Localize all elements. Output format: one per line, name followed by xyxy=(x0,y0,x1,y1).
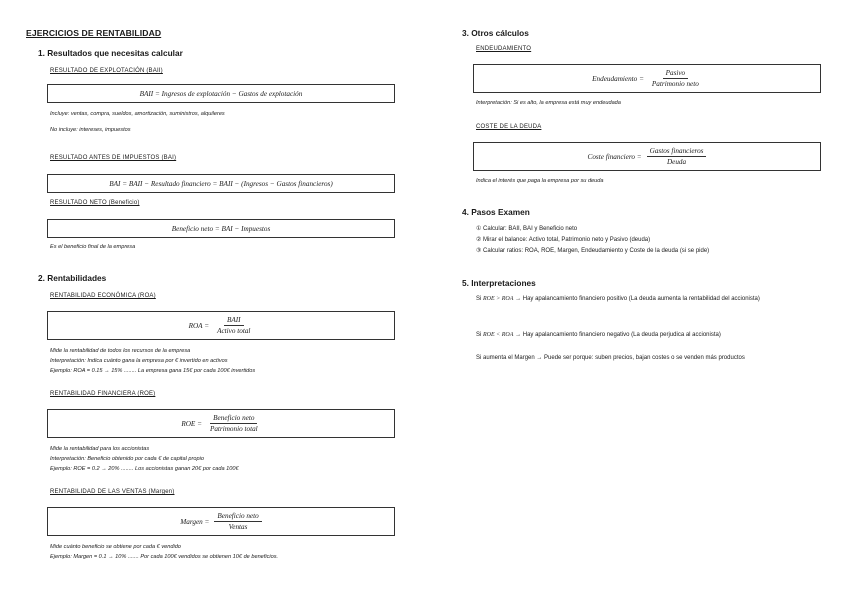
roa-note-2: Interpretación: Indica cuánto gana la empresa por € invertido en activos xyxy=(50,358,228,364)
coste-deuda-lhs: Coste financiero = xyxy=(587,152,642,161)
endeudamiento-denominator: Patrimonio neto xyxy=(651,80,699,88)
roe-note-2: Interpretación: Beneficio obtenido por cada € de capital propio xyxy=(50,456,204,462)
roe-denominator: Patrimonio total xyxy=(209,425,258,433)
roa-label: RENTABILIDAD ECONÓMICA (ROA) xyxy=(50,293,156,299)
roa-fraction xyxy=(214,316,253,335)
interpretation-3: Si aumenta el Margen → Puede ser porque: suben precios, bajan costes o se venden más productos xyxy=(476,355,745,361)
bait-formula: BAII = Ingresos de explotación − Gastos de explotación xyxy=(139,89,303,98)
interpretation-1 xyxy=(476,294,822,304)
section-5-heading: 5. Interpretaciones xyxy=(462,278,536,288)
page-title: EJERCICIOS DE RENTABILIDAD xyxy=(26,28,162,38)
coste-deuda-numerator: Gastos financieros xyxy=(647,147,707,157)
roe-numerator: Beneficio neto xyxy=(210,414,257,424)
bai-label: RESULTADO ANTES DE IMPUESTOS (BAI) xyxy=(50,155,177,161)
margen-fraction xyxy=(214,512,261,531)
margen-note-1: Mide cuánto beneficio se obtiene por cada € vendido xyxy=(50,544,181,550)
interpretation-2-pre: Si xyxy=(476,332,482,338)
roe-formula-box xyxy=(47,409,395,438)
margen-lhs: Margen = xyxy=(180,517,210,526)
roa-lhs: ROA = xyxy=(188,321,210,330)
step-2: ② Mirar el balance: Activo total, Patrimonio neto y Pasivo (deuda) xyxy=(476,237,651,243)
margen-label: RENTABILIDAD DE LAS VENTAS (Margen) xyxy=(50,489,175,495)
coste-deuda-denominator: Deuda xyxy=(666,158,687,166)
interpretation-2-math: ROE < ROA xyxy=(483,332,514,338)
endeudamiento-label: ENDEUDAMIENTO xyxy=(476,46,532,52)
bait-label: RESULTADO DE EXPLOTACIÓN (BAII) xyxy=(50,68,163,74)
endeudamiento-formula-box xyxy=(473,64,821,93)
neto-formula: Beneficio neto = BAI − Impuestos xyxy=(171,224,271,233)
roe-fraction xyxy=(207,414,261,433)
roa-denominator: Activo total xyxy=(217,327,251,335)
endeudamiento-numerator: Pasivo xyxy=(663,69,689,79)
step-3: ③ Calcular ratios: ROA, ROE, Margen, Endeudamiento y Coste de la deuda (si se pide) xyxy=(476,248,710,254)
interpretation-2 xyxy=(476,330,822,340)
endeudamiento-note: Interpretación: Si es alto, la empresa está muy endeudada xyxy=(476,100,621,106)
section-2-heading: 2. Rentabilidades xyxy=(38,273,107,283)
roe-label: RENTABILIDAD FINANCIERA (ROE) xyxy=(50,391,156,397)
roa-numerator: BAII xyxy=(224,316,244,326)
coste-deuda-fraction xyxy=(647,147,707,166)
endeudamiento-fraction xyxy=(649,69,702,88)
coste-deuda-label: COSTE DE LA DEUDA xyxy=(476,124,542,130)
roa-formula-box xyxy=(47,311,395,340)
section-4-heading: 4. Pasos Examen xyxy=(462,207,530,217)
roe-note-3: Ejemplo: ROE = 0.2 → 20% ........ Los accionistas ganan 20€ por cada 100€ xyxy=(50,466,239,472)
margen-formula-box xyxy=(47,507,395,536)
bai-formula-box xyxy=(47,174,395,193)
interpretation-1-post: → Hay apalancamiento financiero positivo (La deuda aumenta la rentabilidad del accionista) xyxy=(515,296,760,302)
neto-note: Es el beneficio final de la empresa xyxy=(50,244,136,250)
interpretation-1-math: ROE > ROA xyxy=(483,296,514,302)
step-1: ① Calcular: BAII, BAI y Beneficio neto xyxy=(476,226,578,232)
section-3-heading: 3. Otros cálculos xyxy=(462,28,529,38)
roa-note-1: Mide la rentabilidad de todos los recursos de la empresa xyxy=(50,348,191,354)
neto-label: RESULTADO NETO (Beneficio) xyxy=(50,200,140,206)
endeudamiento-lhs: Endeudamiento = xyxy=(592,74,644,83)
margen-denominator: Ventas xyxy=(228,523,248,531)
margen-note-2: Ejemplo: Margen = 0.1 → 10% ....... Por cada 100€ vendidos se obtienen 10€ de beneficios. xyxy=(50,554,279,560)
interpretation-1-pre: Si xyxy=(476,296,482,302)
coste-deuda-note: Indica el interés que paga la empresa por su deuda xyxy=(476,178,604,184)
coste-deuda-formula-box xyxy=(473,142,821,171)
neto-formula-box xyxy=(47,219,395,238)
bait-formula-box xyxy=(47,84,395,103)
interpretation-2-post: → Hay apalancamiento financiero negativo (La deuda perjudica al accionista) xyxy=(515,332,721,338)
margen-numerator: Beneficio neto xyxy=(214,512,261,522)
bait-excludes-note: No incluye: intereses, impuestos xyxy=(50,127,131,133)
roa-note-3: Ejemplo: ROA = 0.15 → 15% ........ La empresa gana 15€ por cada 100€ invertidos xyxy=(50,368,256,374)
section-1-heading: 1. Resultados que necesitas calcular xyxy=(38,48,183,58)
roe-lhs: ROE = xyxy=(181,419,202,428)
bait-includes-note: Incluye: ventas, compra, sueldos, amortización, suministros, alquileres xyxy=(50,111,225,117)
bai-formula: BAI = BAII − Resultado financiero = BAII − (Ingresos − Gastos financieros) xyxy=(109,179,333,188)
roe-note-1: Mide la rentabilidad para los accionistas xyxy=(50,446,150,452)
